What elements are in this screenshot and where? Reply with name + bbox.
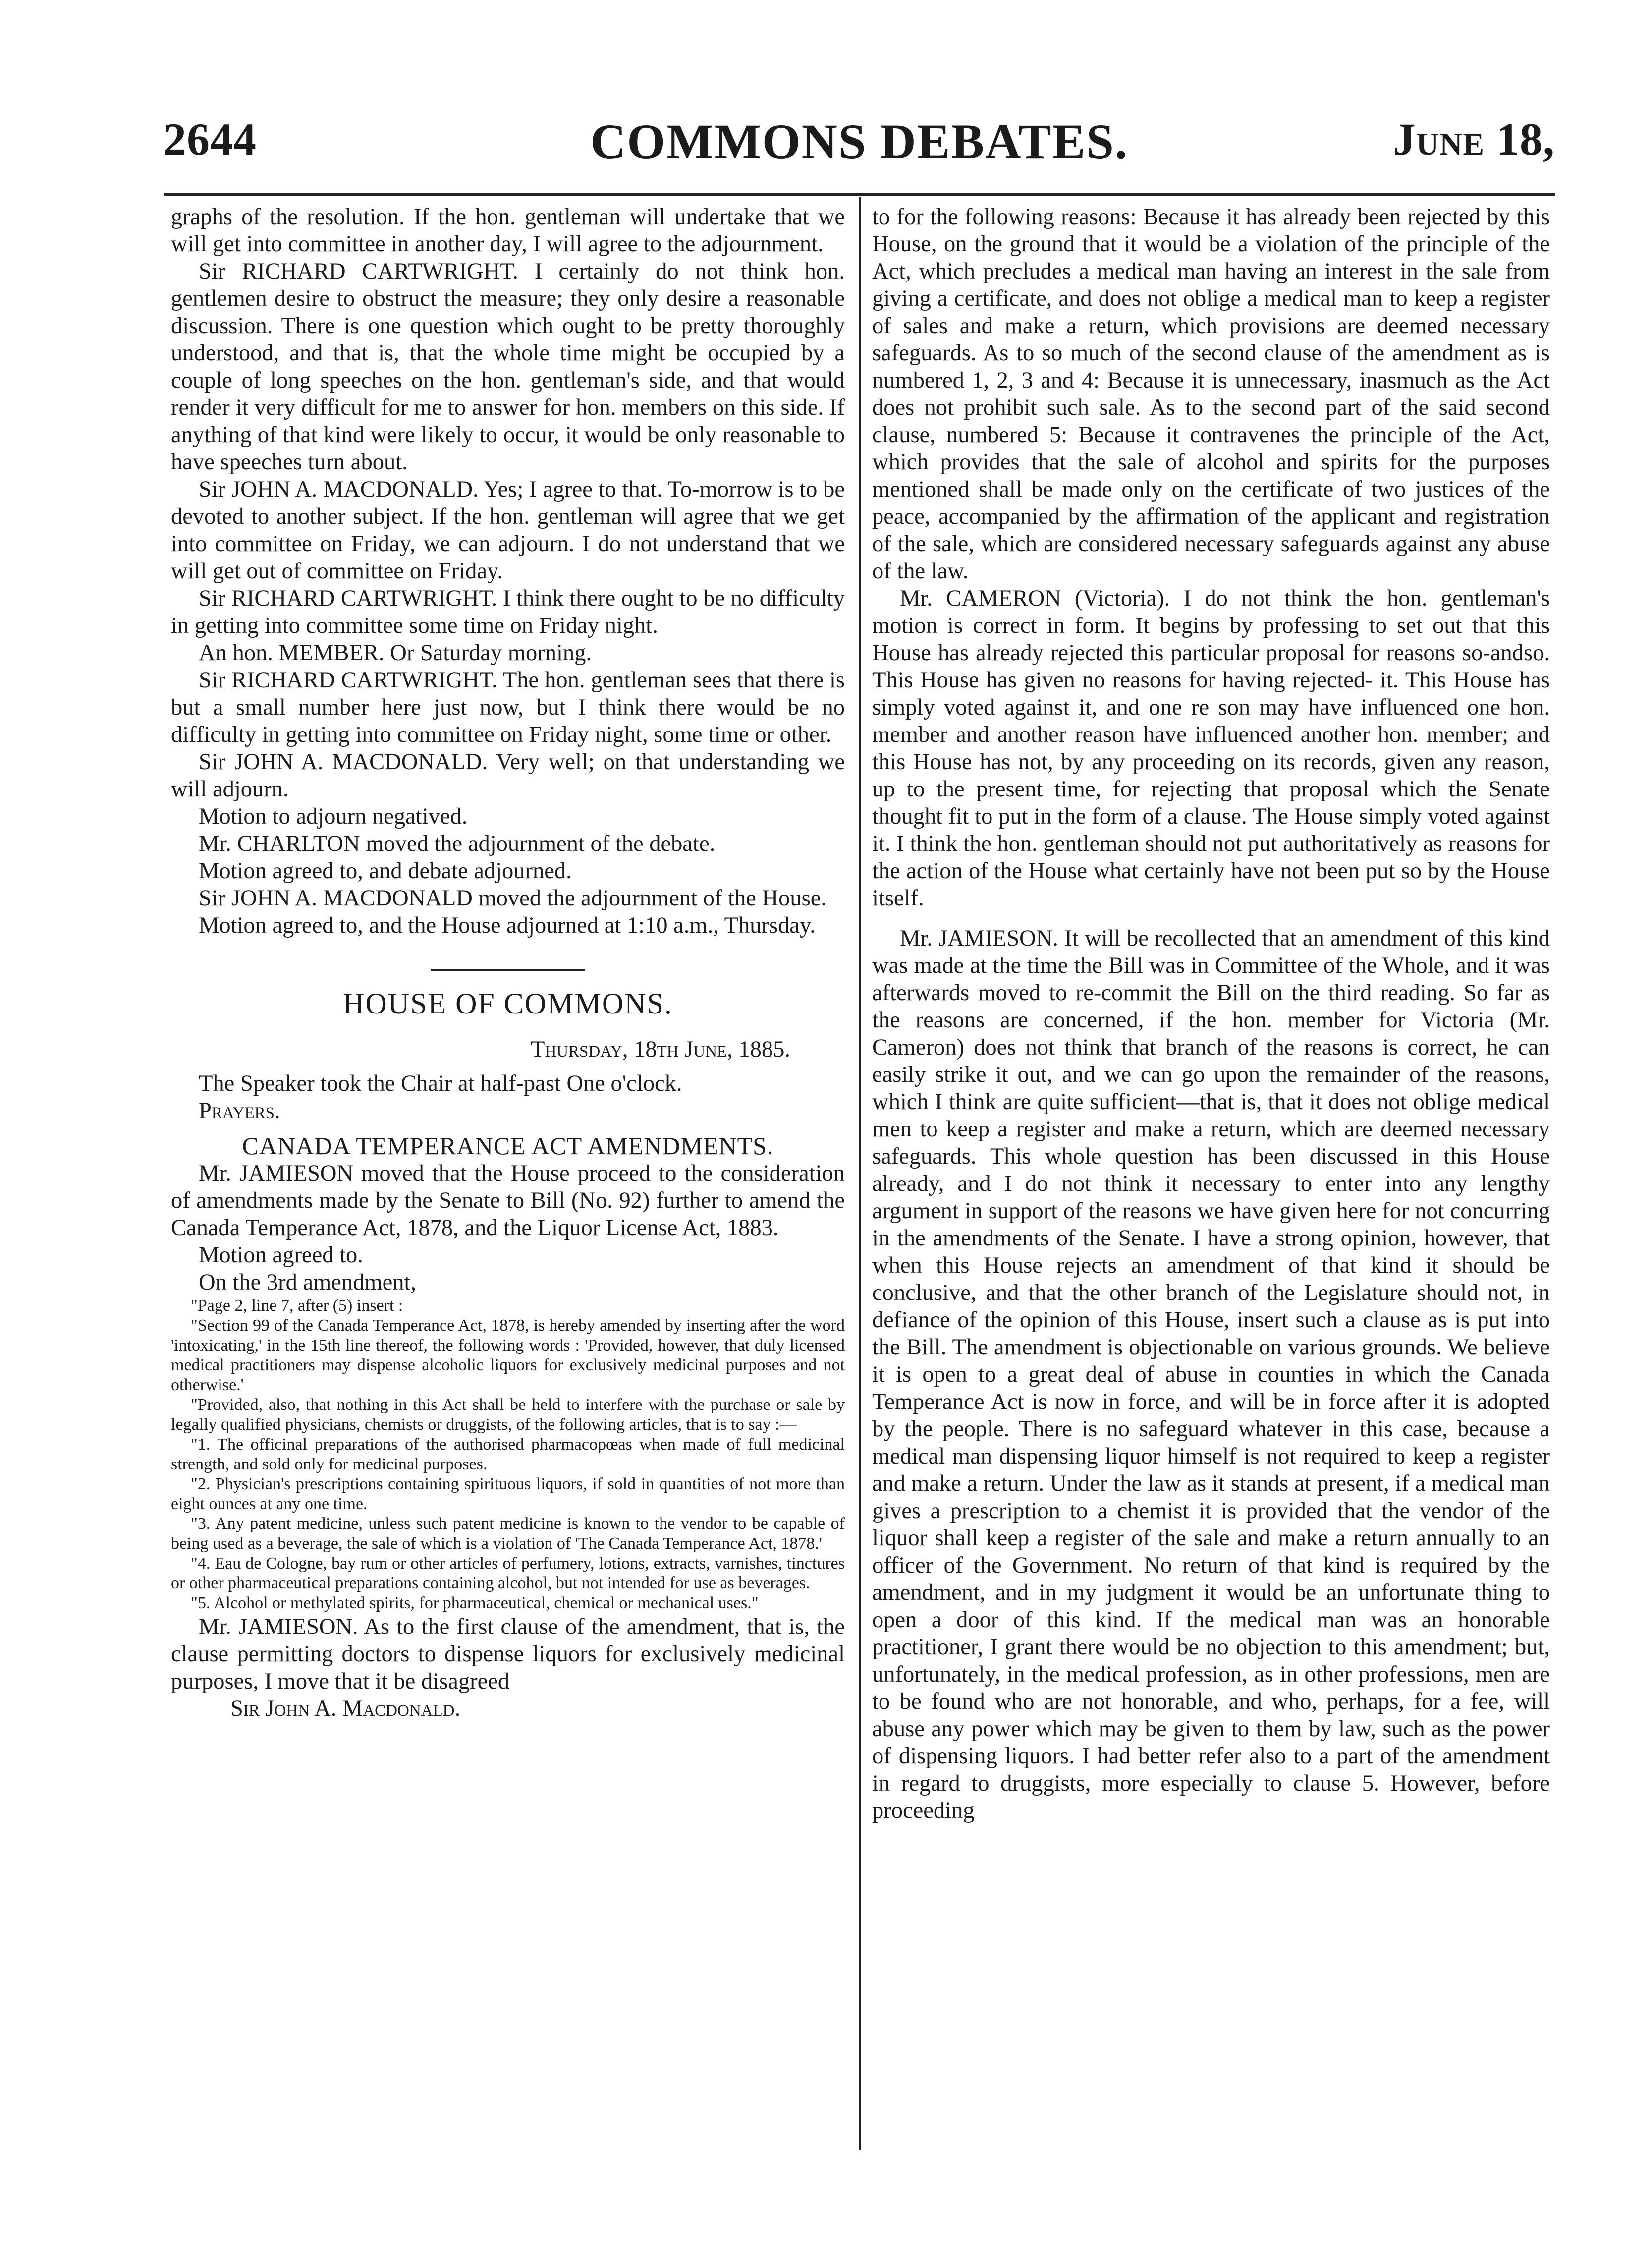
section-rule [431,969,585,971]
paragraph: Mr. JAMIESON moved that the House proceed to the consideration of amendments made by the Senate to Bill (No. 92) further to amend the Canada Temperance Act, 1878, and the Liquor License Act, 1883. [171,1161,845,1240]
paragraph: An hon. MEMBER. Or Saturday morning. [199,640,592,666]
page-number: 2644 [164,114,257,165]
paragraph: Sir RICHARD CARTWRIGHT. The hon. gentleman sees that there is but a small number here just now, but I think there would be no difficulty in getting into committee on Friday night, some time or other. [171,668,845,747]
quote-line: "2. Physician's prescriptions containing spirituous liquors, if sold in quantities of not more than eight ounces at any one time. [171,1475,845,1513]
quote-line: "Provided, also, that nothing in this Act shall be held to interfere with the purchase or sale by legally qualified physicians, chemists or druggists, of the following articles, that is to say :— [171,1396,845,1434]
left-column [171,203,845,1722]
paragraph: Motion to adjourn negatived. [199,804,468,829]
signoff: Sir John A. Macdonald. [230,1696,461,1721]
paragraph: On the 3rd amendment, [199,1270,417,1295]
right-column [872,203,1550,1824]
dateline: Thursday, 18th June, 1885. [530,1037,790,1062]
paragraph: Mr. CHARLTON moved the adjournment of the debate. [199,831,716,856]
quote-line: "4. Eau de Cologne, bay rum or other articles of perfumery, lotions, extracts, varnishes, tinctures or other pharmaceutical preparations containing alcohol, but not intended for use as beverages. [171,1554,845,1592]
prayers-note: Prayers. [199,1098,280,1124]
paragraph: Sir RICHARD CARTWRIGHT. I think there ought to be no difficulty in getting into committee some time on Friday night. [171,586,845,638]
paragraph: Motion agreed to, and the House adjourned at 1:10 a.m., Thursday. [199,913,816,938]
paragraph: Sir JOHN A. MACDONALD moved the adjournment of the House. [199,886,826,911]
column-divider [859,197,861,2150]
paragraph: to for the following reasons: Because it has already been rejected by this House, on the ground that it would be a violation of the principle of the Act, which precludes a medical man having an interest in the sale from giving a certificate, and does not oblige a medical man to keep a register of sales and make a return, which provisions are deemed necessary safeguards. As to so much of the second clause of the amendment as is numbered 1, 2, 3 and 4: Because it is unnecessary, inasmuch as the Act does not prohibit such sale. As to the second part of the said second clause, numbered 5: Because it contravenes the principle of the Act, which provides that the sale of alcohol and spirits for the purposes mentioned shall be made only on the certificate of two justices of the peace, accompanied by the affirmation of the applicant and registration of the sale, which are considered necessary safeguards against any abuse of the law. [872,204,1550,584]
quote-line: "Page 2, line 7, after (5) insert : [191,1296,403,1315]
paragraph: Motion agreed to, and debate adjourned. [199,858,572,884]
paragraph: Sir RICHARD CARTWRIGHT. I certainly do not think hon. gentlemen desire to obstruct the measure; they only desire a reasonable discussion. There is one question which ought to be pretty thoroughly understood, and that is, that the whole time might be occupied by a couple of long speeches on the hon. gentleman's side, and that would render it very difficult for me to answer for hon. members on this side. If anything of that kind were likely to occur, it would be only reasonable to have speeches turn about. [171,259,845,475]
section-heading: HOUSE OF COMMONS. [343,987,673,1020]
quote-line: "5. Alcohol or methylated spirits, for pharmaceutical, chemical or mechanical uses." [191,1594,759,1612]
quote-line: "3. Any patent medicine, unless such patent medicine is known to the vendor to be capable of being used as a beverage, the sale of which is a violation of 'The Canada Temperance Act, 1878.' [171,1515,845,1553]
paragraph: Mr. CAMERON (Victoria). I do not think the hon. gentleman's motion is correct in form. It begins by professing to set out that this House has already rejected this particular proposal for reasons so-andso. This House has given no reasons for having rejected- it. This House has simply voted against it, and one re son may have influenced one hon. member and another reason have influenced another hon. member; and this House has not, by any proceeding on its records, given any reason, up to the present time, for rejecting that proposal which the Senate thought fit to put in the form of a clause. The House simply voted against it. I think the hon. gentleman should not put authoritatively as reasons for the action of the House what certainly have not been put so by the House itself. [872,586,1550,911]
paragraph: Sir JOHN A. MACDONALD. Yes; I agree to that. To-morrow is to be devoted to another subject. If the hon. gentleman will agree that we get into committee on Friday, we can adjourn. I do not understand that we will get out of committee on Friday. [171,477,845,584]
publication-title: COMMONS DEBATES. [590,114,1128,169]
amendment-quote [171,1296,845,1613]
paragraph: Motion agreed to. [199,1242,363,1268]
page-header [164,113,1555,168]
subsection-heading: CANADA TEMPERANCE ACT AMENDMENTS. [242,1132,774,1160]
paragraph: Sir JOHN A. MACDONALD. Very well; on that understanding we will adjourn. [171,749,845,802]
quote-line: "Section 99 of the Canada Temperance Act, 1878, is hereby amended by inserting after the word 'intoxicating,' in the 15th line thereof, the following words : 'Provided, however, that duly licensed medical practitioners may dispense alcoholic liquors for exclusively medicinal purposes and not otherwise.' [171,1316,845,1394]
paragraph: Mr. JAMIESON. As to the first clause of the amendment, that is, the clause permitting doctors to dispense liquors for exclusively medicinal purposes, I move that it be disagreed [171,1614,845,1694]
header-rule [164,193,1555,196]
speaker-note: The Speaker took the Chair at half-past One o'clock. [199,1071,682,1096]
quote-line: "1. The officinal preparations of the authorised pharmacopœas when made of full medicinal strength, and sold only for medicinal purposes. [171,1435,845,1473]
header-date: June 18, [1392,114,1555,165]
paragraph: Mr. JAMIESON. It will be recollected that an amendment of this kind was made at the time the Bill was in Committee of the Whole, and it was afterwards moved to re-commit the Bill on the third reading. So far as the reasons are concerned, if the hon. member for Victoria (Mr. Cameron) does not think that branch of the reasons is correct, he can easily strike it out, and we can go upon the remainder of the reasons, which I think are quite sufficient—that is, that it does not oblige medical men to keep a register and make a return, which are deemed necessary safeguards. This whole question has been discussed in this House already, and I do not think it necessary to enter into any lengthy argument in support of the reasons we have given here for not concurring in the amendments of the Senate. I have a strong opinion, however, that when this House rejects an amendment of that kind it should be conclusive, and that the other branch of the Legislature should not, in defiance of the opinion of this House, insert such a clause as is put into the Bill. The amendment is objectionable on various grounds. We believe it is open to a great deal of abuse in counties in which the Canada Temperance Act is now in force, and will be in force after it is adopted by the people. There is no safeguard whatever in this case, because a medical man dispensing liquor himself is not required to keep a register and make a return. Under the law as it stands at present, if a medical man gives a prescription to a chemist it is provided that the vendor of the liquor shall keep a register of the sale and make a return annually to an officer of the Government. No return of that kind is required by the amendment, and in my judgment it would be an unfortunate thing to open a door of this kind. If the medical man was an honorable practitioner, I grant there would be no objection to this amendment; but, unfortunately, in the medical profession, as in other professions, men are to be found who are not honorable, and who, perhaps, for a fee, will abuse any power which may be given to them by law, such as the power of dispensing liquors. I had better refer also to a part of the amendment in regard to druggists, more especially to clause 5. However, before proceeding [872,926,1550,1823]
paragraph: graphs of the resolution. If the hon. gentleman will undertake that we will get into committee in another day, I will agree to the adjournment. [171,204,845,257]
